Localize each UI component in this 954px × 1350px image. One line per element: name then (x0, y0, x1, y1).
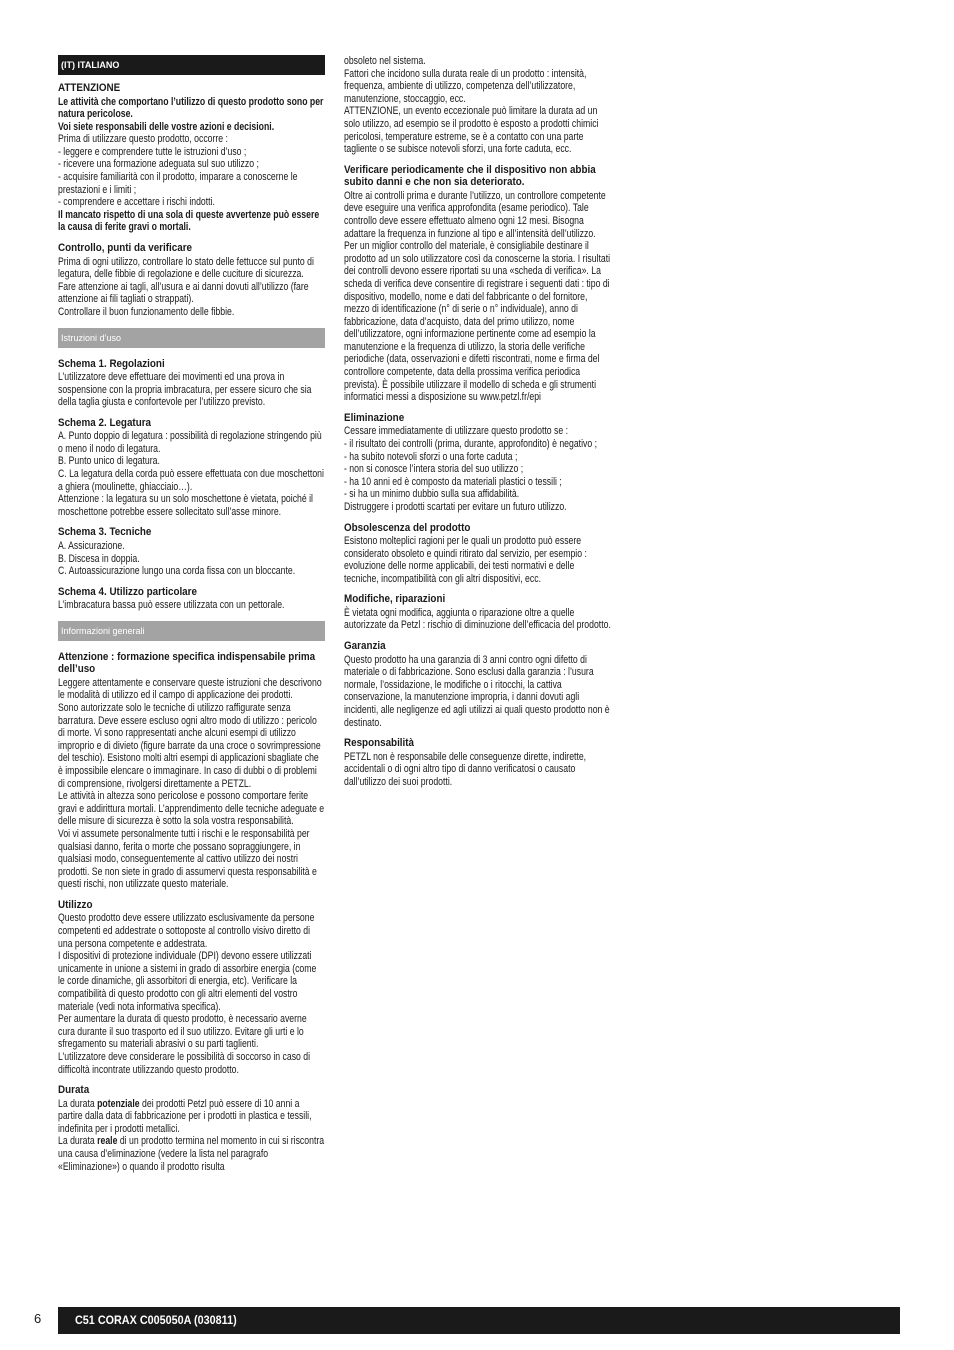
schema3-heading: Schema 3. Tecniche (58, 526, 152, 539)
attenzione-body: Prima di utilizzare questo prodotto, occorre : - leggere e comprendere tutte le istruzioni d’uso ; - ricevere una formazione adeguata sul suo utilizzo ; - acquisire familiarità con il prodotto, imparare a conoscerne le prestazioni e i limiti ; - comprendere e accettare i rischi indotti. (58, 133, 298, 209)
utilizzo-heading: Utilizzo (58, 898, 93, 911)
durata-paragraph-2: La durata reale di un prodotto termina nel momento in cui si riscontra una causa d’eliminazione (vedere la lista nel paragrafo «Eliminazione») o quando il prodotto risulta (58, 1135, 325, 1173)
durata-heading: Durata (58, 1084, 90, 1097)
schema1-body: L’utilizzatore deve effettuare dei movimenti ed una prova in sospensione con la propria imbracatura, per essere sicuro che sia della taglia giusta e confortevole per l’utilizzo previsto. (58, 371, 312, 409)
schema4-heading: Schema 4. Utilizzo particolare (58, 585, 197, 598)
schema3-body: A. Assicurazione. B. Discesa in doppia. C. Autoassicurazione lungo una corda fissa con un bloccante. (58, 539, 296, 578)
controllo-heading: Controllo, punti da verificare (58, 242, 193, 255)
garanzia-body: Questo prodotto ha una garanzia di 3 anni contro ogni difetto di materiale o di fabbricazione. Sono esclusi dalla garanzia : l’usura normale, l’ossidazione, le modifiche o i ritocchi, la cattiva conservazione, la manutenzione impropria, i danni dovuti agli incidenti, alle negligenze ed agli utilizzi ai quali questo prodotto non è destinato. (344, 653, 610, 729)
controllo-body: Prima di ogni utilizzo, controllare lo stato delle fettucce sul punto di legatura, delle fibbie di regolazione e delle cuciture di sicurezza. Fare attenzione ai tagli, all’usura e ai danni dovuti all’utilizzo (fare attenzione ai fili tagliati o strappati). Controllare il buon funzionamento delle fibbie. (58, 255, 314, 318)
responsabilita-heading: Responsabilità (344, 737, 415, 750)
formazione-body: Leggere attentamente e conservare queste istruzioni che descrivono le modalità di utilizzo ed il campo di applicazione dei prodotti. Sono autorizzate solo le tecniche di utilizzo raffigurate senza barratura. Deve essere escluso ogni altro modo di utilizzo : pericolo di morte. Vi sono rappresentati anche alcuni esempi di utilizzo improprio e di divieto (figure barrate da una croce o sovrimpressione del teschio). Esistono molti altri esempi di applicazioni sbagliate che è impossibile elencare o immaginare. In caso di dubbi o di problemi di comprensione, rivolgersi direttamente a PETZL. Le attività in altezza sono pericolose e possono comportare ferite gravi e addirittura mortali. L’apprendimento delle tecniche adeguate e delle misure di sicurezza è sotto la sola vostra responsabilità. Voi vi assumete personalmente tutti i rischi e le responsabilità per qualsiasi danno, ferita o morte che possano sopraggiungere, in qualsiasi modo, conseguentemente al cattivo utilizzo dei nostri prodotti. Se non siete in grado di assumervi questa responsabilità e questi rischi, non utilizzate questo materiale. (58, 676, 325, 891)
durata-paragraph-1: La durata potenziale dei prodotti Petzl può essere di 10 anni a partire dalla data di fabbricazione per i prodotti in plastica e tessili, indefinita per i prodotti metallici. (58, 1097, 312, 1135)
attenzione-warning: Il mancato rispetto di una sola di queste avvertenze può essere la causa di ferite gravi o mortali. (58, 208, 320, 234)
eliminazione-body: Cessare immediatamente di utilizzare questo prodotto se : - il risultato dei controlli (prima, durante, approfondito) è negativo ; - ha subito notevoli sforzi o una forte caduta ; - non si conosce l’intera storia del suo utilizzo ; - ha 10 anni ed è composto da materiali plastici o tessili ; - si ha un minimo dubbio sulla sua affidabilità. Distruggere i prodotti scartati per evitare un futuro utilizzo. (344, 425, 598, 513)
document-reference: C51 CORAX C005050A (030811) (75, 1313, 237, 1327)
responsabilita-body: PETZL non è responsabile delle conseguenze dirette, indirette, accidentali o di ogni altro tipo di danno verificatosi o causato dall’utilizzo dei suoi prodotti. (344, 750, 587, 788)
attenzione-intro: Le attività che comportano l’utilizzo di questo prodotto sono per natura pericolose. (58, 95, 324, 121)
language-band: (IT) ITALIANO (58, 55, 325, 75)
modifiche-heading: Modifiche, riparazioni (344, 593, 446, 606)
right-column (344, 55, 611, 788)
modifiche-body: È vietata ogni modifica, aggiunta o riparazione oltre a quelle autorizzate da Petzl : rischio di diminuzione dell’efficacia del prodotto. (344, 606, 611, 632)
obsolescenza-heading: Obsolescenza del prodotto (344, 521, 471, 534)
schema1-heading: Schema 1. Regolazioni (58, 357, 165, 370)
schema4-body: L’imbracatura bassa può essere utilizzata con un pettorale. (58, 599, 285, 612)
formazione-heading: Attenzione : formazione specifica indispensabile prima dell’uso (58, 650, 316, 676)
informazioni-band: Informazioni generali (58, 621, 325, 641)
istruzioni-band: Istruzioni d’uso (58, 328, 325, 348)
page-number: 6 (34, 1311, 42, 1326)
verificare-body: Oltre ai controlli prima e durante l’utilizzo, un controllore competente deve eseguire una verifica approfondita (esame periodico). Tale controllo deve essere effettuato almeno ogni 12 mesi. Bisogna adattare la frequenza in funzione al tipo e all’intensità dell’utilizzo. Per un miglior controllo del materiale, è consigliabile destinare il prodotto ad un solo utilizzatore così da conoscerne la storia. I risultati dei controlli devono essere riportati su una «scheda di verifica». La scheda di verifica deve consentire di registrare i seguenti dati : tipo di dispositivo, modello, nome e dati del fabbricante o del fornitore, mezzo di identificazione (n° di serie o n° individuale), anno di fabbricazione, data d’acquisto, data del primo utilizzo, nome dell’utilizzatore, ogni informazione pertinente come ad esempio la manutenzione e la frequenza di utilizzo, la storia delle verifiche periodiche (data, osservazioni e difetti riscontrati, nome e firma del controllore competente, data della prossima verifica periodica prevista). È possibile utilizzare il modello di scheda e gli strumenti informatici messi a disposizione su www.petzl.fr/epi (344, 189, 611, 404)
attenzione-heading: ATTENZIONE (58, 82, 121, 94)
garanzia-heading: Garanzia (344, 640, 386, 653)
schema2-body: A. Punto doppio di legatura : possibilità di regolazione stringendo più o meno il nodo di legatura. B. Punto unico di legatura. C. La legatura della corda può essere effettuata con due moschettoni a ghiera (moulinette, ghiacciaio…). Attenzione : la legatura su un solo moschettone è vietata, poiché il moschettone potrebbe essere sollecitato sull’asse minore. (58, 430, 324, 518)
verificare-heading: Verificare periodicamente che il dispositivo non abbia subito danni e che non sia deteriorato. (344, 163, 596, 189)
utilizzo-body: Questo prodotto deve essere utilizzato esclusivamente da persone competenti ed addestrate o sottoposte al controllo visivo diretto di una persona competente e addestrata. I dispositivi di protezione individuale (DPI) devono essere utilizzati unicamente in unione a sistemi in grado di assorbire energia (come le corde dinamiche, gli assorbitori di energia, etc). Verificare la compatibilità di questo prodotto con gli altri elementi del vostro materiale (vedi nota informativa specifica). Per aumentare la durata di questo prodotto, è necessario averne cura durante il suo trasporto ed il suo utilizzo. Evitare gli urti e lo sfregamento su materiali abrasivi o su parti taglienti. L’utilizzatore deve considerare le possibilità di soccorso in caso di difficoltà incontrate utilizzando questo prodotto. (58, 912, 317, 1076)
attenzione-responsible: Voi siete responsabili delle vostre azioni e decisioni. (58, 120, 275, 133)
left-column (58, 55, 325, 1173)
durata-continuation: obsoleto nel sistema. Fattori che incidono sulla durata reale di un prodotto : intensità, frequenza, ambiente di utilizzo, competenza dell’utilizzatore, manutenzione, stoccaggio, ecc. ATTENZIONE, un evento eccezionale può limitare la durata ad un solo utilizzo, ad esempio se il prodotto è esposto a prodotti chimici pericolosi, temperature estreme, se è a contatto con una parte tagliente o se subisce notevoli sforzi, una forte caduta, ecc. (344, 55, 599, 156)
footer-bar (58, 1307, 900, 1334)
schema2-heading: Schema 2. Legatura (58, 416, 152, 429)
obsolescenza-body: Esistono molteplici ragioni per le quali un prodotto può essere considerato obsoleto e quindi ritirato dal servizio, per esempio : evoluzione delle norme applicabili, dei testi normativi e delle tecniche, incompatibilità con gli altri dispositivi, ecc. (344, 535, 587, 585)
eliminazione-heading: Eliminazione (344, 411, 405, 424)
